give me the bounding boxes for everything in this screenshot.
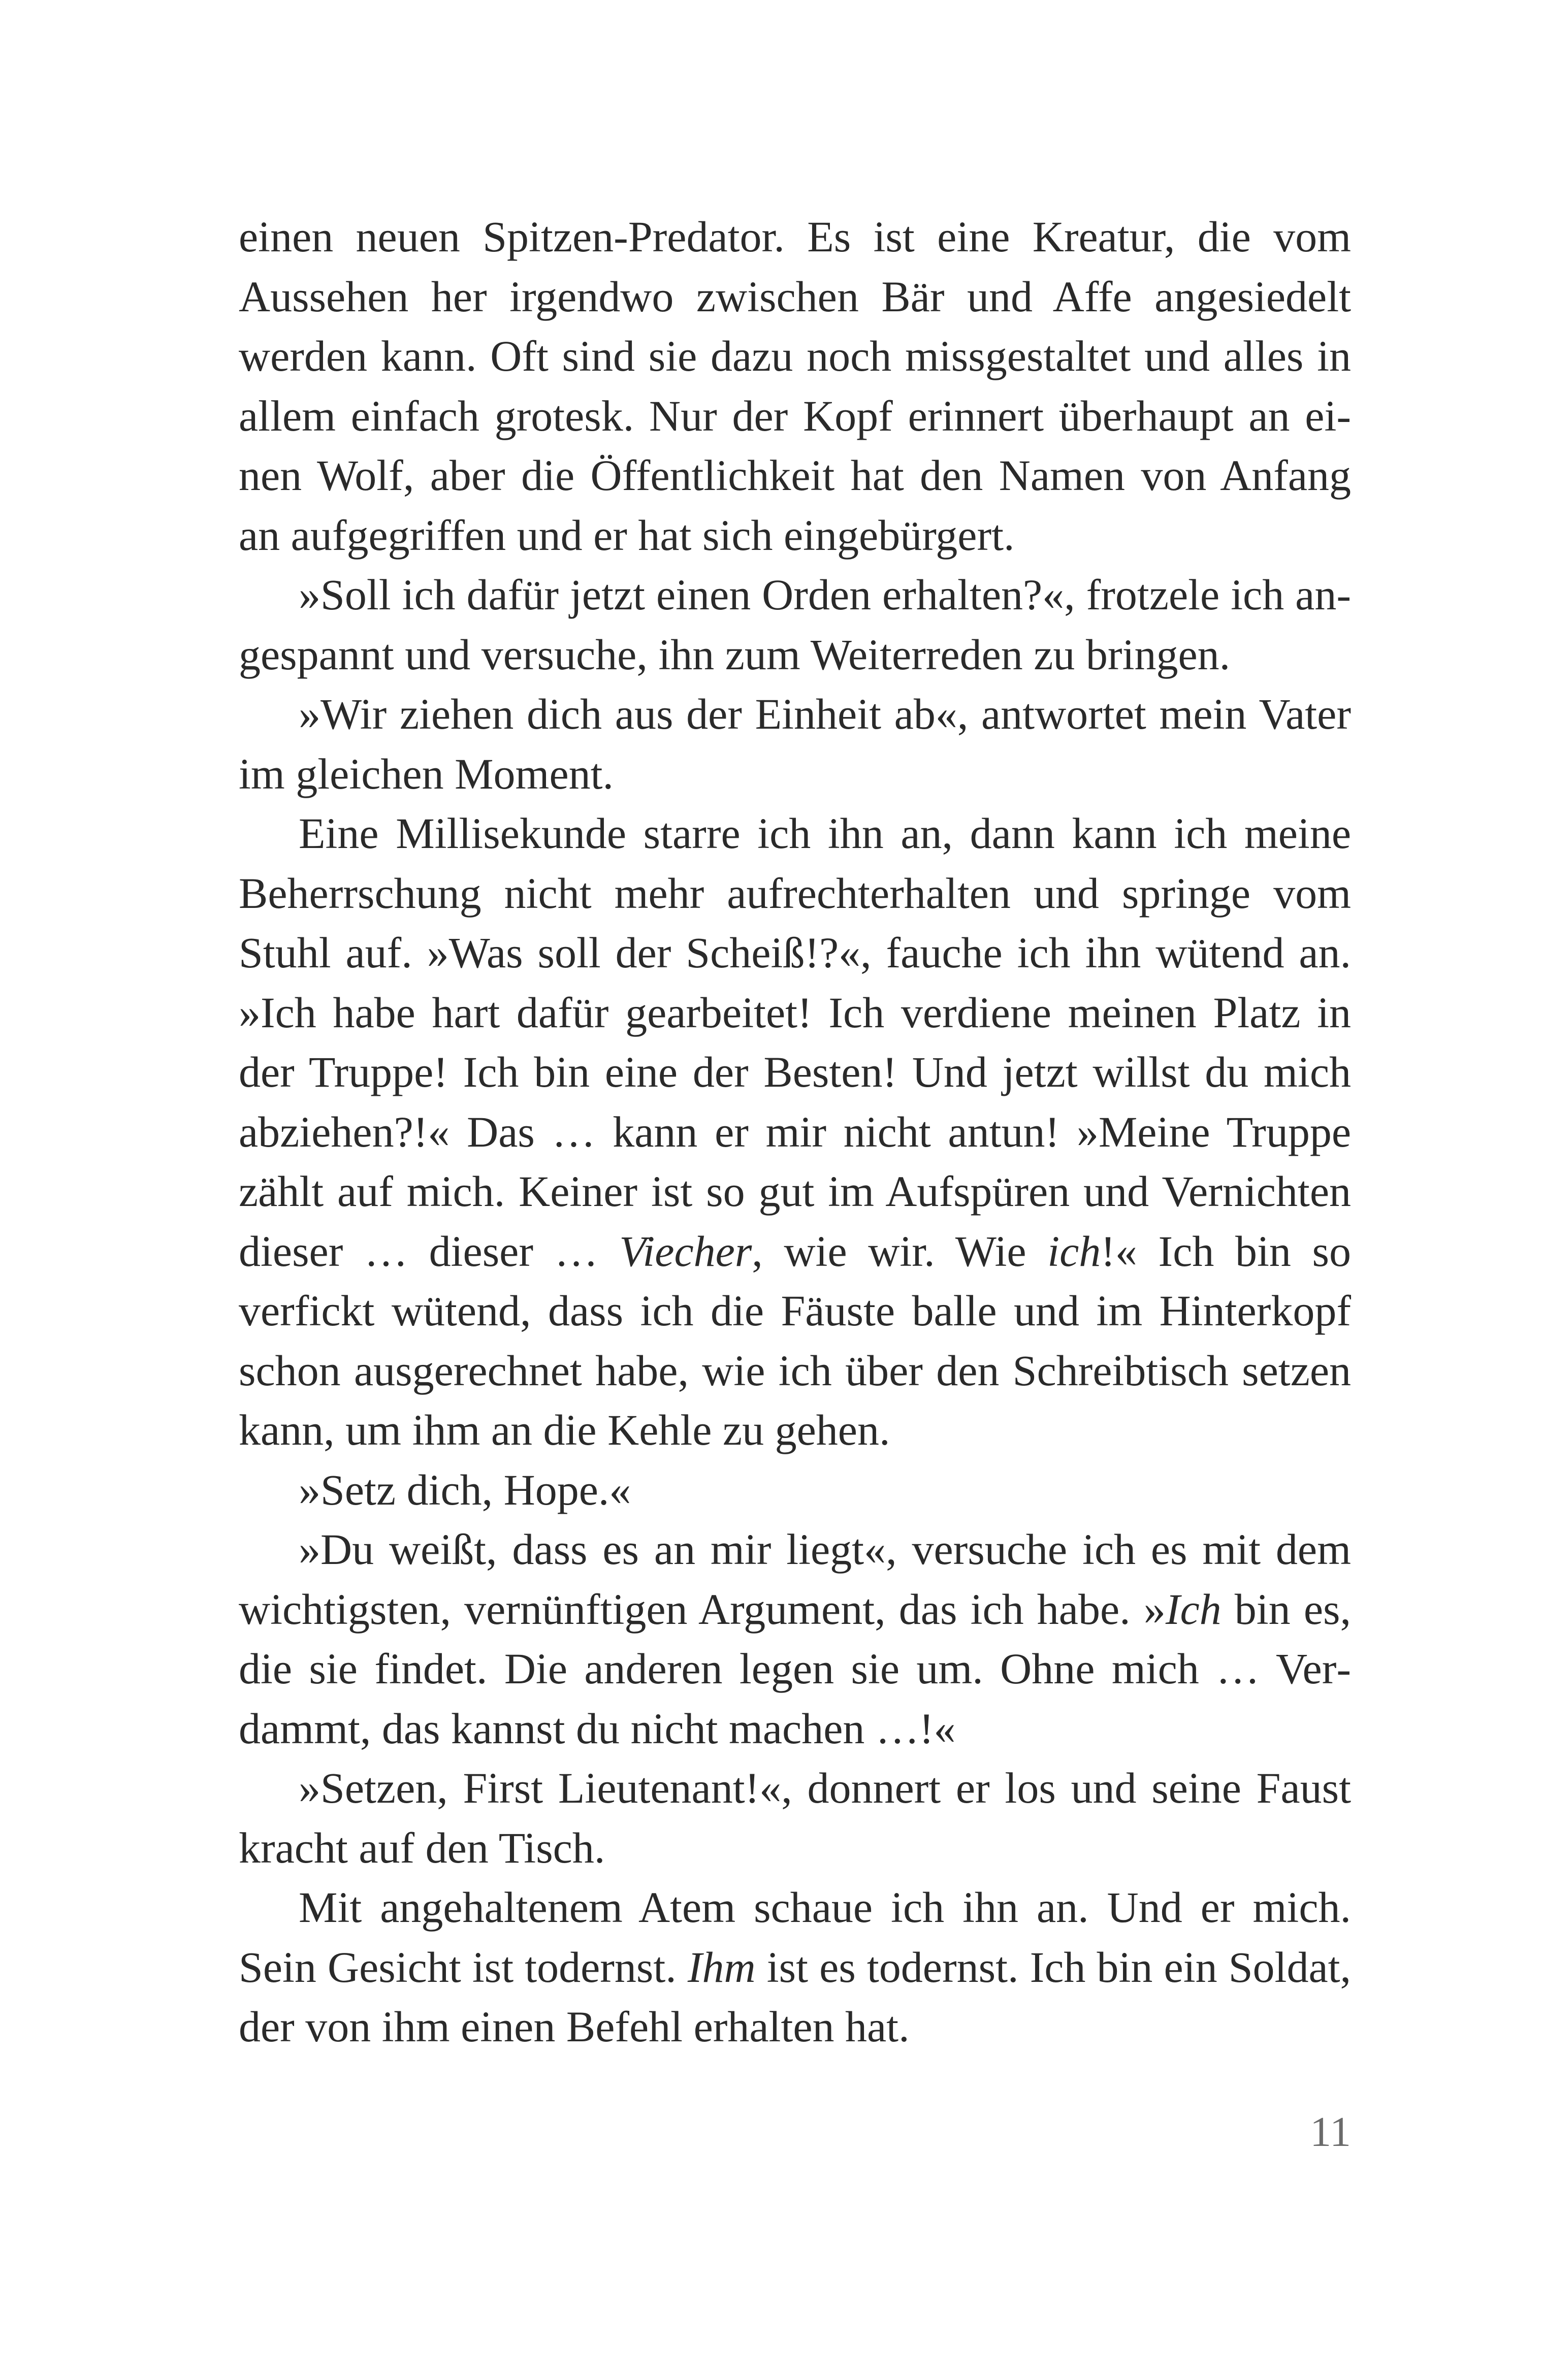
- paragraph-8: Mit angehaltenem Atem schaue ich ihn an. Und er mich. Sein Gesicht ist todernst. Ihm ist es todernst. Ich bin ein Soldat, der von ihm einen Befehl erhalten hat.: [239, 1883, 1352, 2051]
- paragraph-5: »Setz dich, Hope.«: [299, 1465, 631, 1514]
- paragraph-2: »Soll ich dafür jetzt einen Orden erhalten?«, frotzele ich angespannt und versuche, ihn zum Weiterreden zu bringen.: [239, 570, 1351, 679]
- body-text: [239, 207, 1351, 2057]
- italic-ich-2: Ich: [1165, 1584, 1222, 1634]
- italic-ihm: Ihm: [687, 1942, 756, 1992]
- paragraph-6: »Du weißt, dass es an mir liegt«, versuche ich es mit dem wichtigsten, vernünftigen Argument, das ich habe. »Ich bin es, die sie findet. Die anderen legen sie um. Ohne mich … Verdammt, das kannst du nicht machen …!«: [239, 1525, 1351, 1753]
- paragraph-7: »Setzen, First Lieutenant!«, donnert er los und seine Faust kracht auf den Tisch.: [239, 1764, 1351, 1872]
- italic-ich: ich: [1047, 1226, 1101, 1276]
- paragraph-3: »Wir ziehen dich aus der Einheit ab«, antwortet mein Vater im gleichen Moment.: [239, 690, 1351, 798]
- paragraph-4: Eine Millisekunde starre ich ihn an, dann kann ich meine Beherrschung nicht mehr aufrechterhalten und springe vom Stuhl auf. »Was soll der Scheiß!?«, fauche ich ihn wütend an. »Ich habe hart dafür gearbeitet! Ich verdiene meinen Platz in der Truppe! Ich bin eine der Besten! Und jetzt willst du mich abziehen?!« Das … kann er mir nicht antun! »Meine Truppe zählt auf mich. Keiner ist so gut im Aufspüren und Vernichten dieser … dieser … Viecher, wie wir. Wie ich!« Ich bin so verfickt wütend, dass ich die Fäuste balle und im Hinterkopf schon ausgerechnet habe, wie ich über den Schreibtisch setzen kann, um ihm an die Kehle zu gehen.: [239, 809, 1352, 1454]
- page-number: 11: [1310, 2108, 1351, 2156]
- paragraph-1: einen neuen Spitzen-Predator. Es ist eine Kreatur, die vom Aussehen her irgendwo zwischen Bär und Affe angesiedelt werden kann. Oft sind sie dazu noch missgestaltet und alles in allem einfach grotesk. Nur der Kopf erinnert überhaupt an einen Wolf, aber die Öffentlichkeit hat den Namen von Anfang an aufgegriffen und er hat sich eingebürgert.: [239, 212, 1351, 560]
- italic-viecher: Viecher: [619, 1226, 752, 1276]
